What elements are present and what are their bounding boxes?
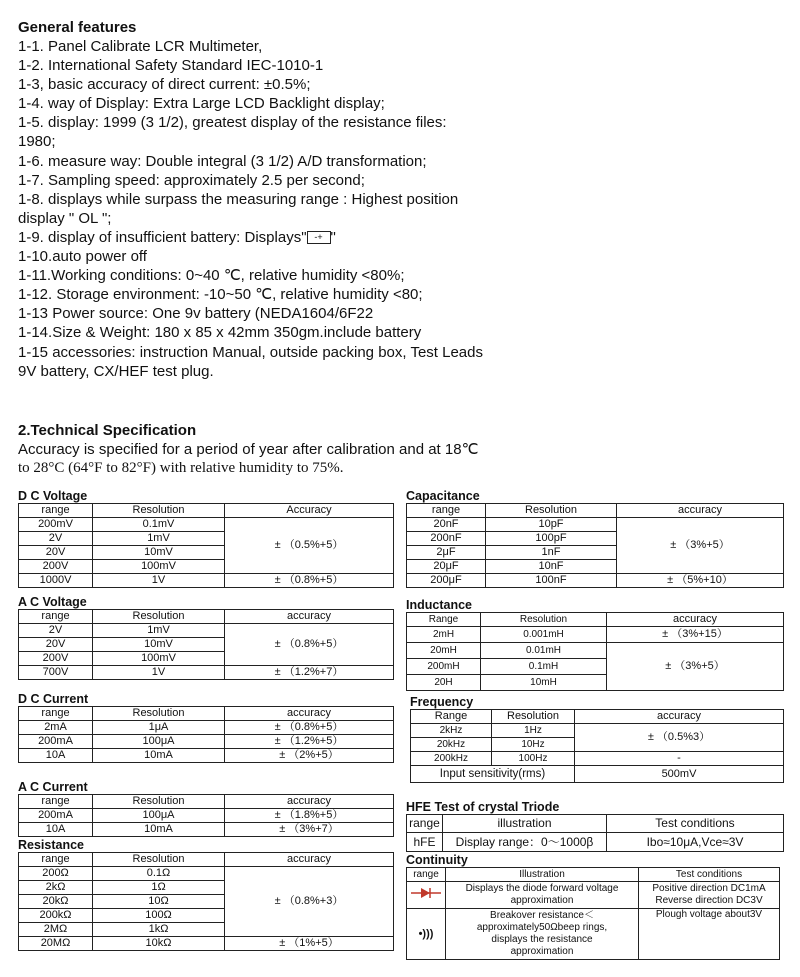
- resolution-cell: 10Ω: [93, 895, 225, 909]
- resolution-cell: 100Hz: [492, 752, 575, 766]
- accuracy-cell: ± （1.2%+7）: [225, 666, 394, 680]
- range-cell: 200mH: [407, 659, 481, 675]
- range-cell: 2kHz: [411, 724, 492, 738]
- beep-illustration-cell: [446, 909, 639, 960]
- section-title: Capacitance: [406, 489, 480, 503]
- feature-line: 1-10.auto power off: [18, 248, 147, 266]
- range-cell: 2V: [19, 532, 93, 546]
- header-cell: Resolution: [93, 707, 225, 721]
- resolution-cell: 0.1mH: [481, 659, 607, 675]
- feature-line: 1-4. way of Display: Extra Large LCD Backlight display;: [18, 95, 385, 113]
- table-row: [19, 666, 394, 680]
- range-cell: 200μF: [407, 574, 486, 588]
- table-row: [19, 749, 394, 763]
- range-cell: 2mA: [19, 721, 93, 735]
- range-cell: 20kΩ: [19, 895, 93, 909]
- resolution-cell: 100Ω: [93, 909, 225, 923]
- header-cell: Illustration: [446, 868, 639, 882]
- range-cell: 20H: [407, 675, 481, 691]
- section-title: Continuity: [406, 853, 468, 867]
- accuracy-cell: -: [575, 752, 784, 766]
- general-features: [18, 18, 788, 381]
- header-cell: Range: [411, 710, 492, 724]
- table-row: [407, 833, 784, 852]
- general-features-title: General features: [18, 19, 137, 36]
- resolution-cell: 10mV: [93, 546, 225, 560]
- table-row: [411, 752, 784, 766]
- resolution-cell: 10mV: [93, 638, 225, 652]
- feature-line-battery: [18, 228, 788, 247]
- resolution-cell: 10kΩ: [93, 937, 225, 951]
- table-row: [19, 518, 394, 532]
- feature-line: 1-12. Storage environment: -10~50 ℃, relative humidity <80;: [18, 286, 423, 304]
- resolution-cell: 10Hz: [492, 738, 575, 752]
- resolution-cell: 10mH: [481, 675, 607, 691]
- beep-conditions-cell: Plough voltage about3V: [639, 909, 780, 960]
- table-header-row: [19, 610, 394, 624]
- conditions-cell: Ibo≈10μA,Vce≈3V: [607, 833, 784, 852]
- diode-illustration-cell: [446, 882, 639, 909]
- sensitivity-value-cell: 500mV: [575, 766, 784, 783]
- table-row: [407, 643, 784, 659]
- range-cell: 2V: [19, 624, 93, 638]
- table-row: [19, 937, 394, 951]
- resolution-cell: 0.1mV: [93, 518, 225, 532]
- table-row: [19, 867, 394, 881]
- header-cell: Resolution: [486, 504, 617, 518]
- header-cell: Test conditions: [607, 815, 784, 833]
- hfe-section: [406, 800, 784, 852]
- table-header-row: [407, 815, 784, 833]
- header-cell: range: [407, 504, 486, 518]
- range-cell: 10A: [19, 823, 93, 837]
- header-cell: Resolution: [492, 710, 575, 724]
- resolution-cell: 100pF: [486, 532, 617, 546]
- table-header-row: [407, 868, 780, 882]
- ac-current-section: [18, 780, 394, 837]
- header-cell: Resolution: [93, 610, 225, 624]
- header-cell: Accuracy: [225, 504, 394, 518]
- range-cell: 200mV: [19, 518, 93, 532]
- header-cell: Range: [407, 613, 481, 627]
- beep-icon: •))): [407, 909, 446, 960]
- table-row: [19, 624, 394, 638]
- header-cell: range: [407, 868, 446, 882]
- feature-line: 1-2. International Safety Standard IEC-1010-1: [18, 57, 324, 75]
- table-row: [19, 735, 394, 749]
- range-cell: 2MΩ: [19, 923, 93, 937]
- table-row: [19, 721, 394, 735]
- accuracy-cell: ± （0.5%+5）: [225, 518, 394, 574]
- feature-line: 1-13 Power source: One 9v battery (NEDA1604/6F22: [18, 305, 374, 323]
- continuity-table: [406, 867, 780, 960]
- section-title: Inductance: [406, 598, 472, 612]
- accuracy-cell: ± （1%+5）: [225, 937, 394, 951]
- feature-line: 1-15 accessories: instruction Manual, outside packing box, Test Leads: [18, 343, 483, 361]
- accuracy-cell: ± （3%+5）: [607, 643, 784, 691]
- table-header-row: [407, 504, 784, 518]
- diode-range-cell: [407, 882, 446, 909]
- range-cell: 200kΩ: [19, 909, 93, 923]
- tech-spec-line: to 28°C (64°F to 82°F) with relative humidity to 75%.: [18, 460, 344, 477]
- illustration-cell: Display range：0～1000β: [443, 833, 607, 852]
- diode-icon: [411, 887, 441, 899]
- condition-line: Positive direction DC1mA: [652, 883, 766, 894]
- illustration-line: approximately50Ωbeep rings,: [476, 922, 608, 933]
- feature-line: 1-1. Panel Calibrate LCR Multimeter,: [18, 38, 263, 55]
- range-cell: 20V: [19, 546, 93, 560]
- dc-voltage-section: [18, 489, 394, 588]
- accuracy-cell: ± （0.8%+5）: [225, 624, 394, 666]
- feature-line: 1-8. displays while surpass the measuring range : Highest position: [18, 190, 459, 208]
- resolution-cell: 1μA: [93, 721, 225, 735]
- section-title: Resistance: [18, 838, 85, 852]
- resolution-cell: 1V: [93, 666, 225, 680]
- illustration-line: approximation: [510, 946, 574, 957]
- range-cell: 200kHz: [411, 752, 492, 766]
- resolution-cell: 100μA: [93, 809, 225, 823]
- range-cell: 200mA: [19, 735, 93, 749]
- continuity-section: [406, 853, 780, 960]
- table-row: [407, 882, 780, 909]
- range-cell: 200nF: [407, 532, 486, 546]
- feature-line: 1-7. Sampling speed: approximately 2.5 per second;: [18, 171, 365, 189]
- section-title: D C Voltage: [18, 489, 88, 503]
- accuracy-cell: ± （1.8%+5）: [225, 809, 394, 823]
- ac-voltage-section: [18, 595, 394, 680]
- dc-current-section: [18, 692, 394, 763]
- section-title: D C Current: [18, 692, 89, 706]
- illustration-line: Displays the diode forward voltage: [465, 883, 619, 894]
- header-cell: Resolution: [93, 853, 225, 867]
- table-header-row: [19, 707, 394, 721]
- header-cell: accuracy: [607, 613, 784, 627]
- range-cell: 20mH: [407, 643, 481, 659]
- feature-line: 1-3, basic accuracy of direct current: ±0.5%;: [18, 76, 311, 94]
- accuracy-cell: ± （1.2%+5）: [225, 735, 394, 749]
- resolution-cell: 0.001mH: [481, 627, 607, 643]
- range-cell: 20MΩ: [19, 937, 93, 951]
- header-cell: Test conditions: [639, 868, 780, 882]
- resolution-cell: 100μA: [93, 735, 225, 749]
- header-cell: Resolution: [93, 504, 225, 518]
- ac-voltage-table: [18, 609, 394, 680]
- feature-line: 1-11.Working conditions: 0~40 ℃, relative humidity <80%;: [18, 267, 405, 285]
- feature-line: 1980;: [18, 133, 56, 151]
- range-cell: 200Ω: [19, 867, 93, 881]
- table-row: [19, 809, 394, 823]
- tech-spec-line: Accuracy is specified for a period of year after calibration and at 18℃: [18, 441, 479, 458]
- table-row: [19, 823, 394, 837]
- header-cell: Resolution: [481, 613, 607, 627]
- table-row: [411, 724, 784, 738]
- header-cell: accuracy: [225, 610, 394, 624]
- resolution-cell: 10nF: [486, 560, 617, 574]
- accuracy-cell: ± （0.8%+3）: [225, 867, 394, 937]
- feature-line: 1-14.Size & Weight: 180 x 85 x 42mm 350gm.include battery: [18, 324, 422, 342]
- range-cell: 20μF: [407, 560, 486, 574]
- section-title: A C Voltage: [18, 595, 87, 609]
- resolution-cell: 10mA: [93, 749, 225, 763]
- header-cell: range: [19, 504, 93, 518]
- resolution-cell: 100mV: [93, 560, 225, 574]
- range-cell: 20V: [19, 638, 93, 652]
- range-cell: 20nF: [407, 518, 486, 532]
- accuracy-cell: ± （0.5%3）: [575, 724, 784, 752]
- feature-line: 1-9. display of insufficient battery: Displays": [18, 228, 307, 246]
- resolution-cell: 100mV: [93, 652, 225, 666]
- header-cell: accuracy: [225, 853, 394, 867]
- table-header-row: [411, 710, 784, 724]
- range-cell: 10A: [19, 749, 93, 763]
- resolution-cell: 0.1Ω: [93, 867, 225, 881]
- range-cell: hFE: [407, 833, 443, 852]
- resolution-cell: 0.01mH: [481, 643, 607, 659]
- accuracy-cell: ± （0.8%+5）: [225, 574, 394, 588]
- resolution-cell: 1kΩ: [93, 923, 225, 937]
- range-cell: 200V: [19, 652, 93, 666]
- frequency-section: [410, 695, 784, 783]
- inductance-section: [406, 598, 784, 691]
- range-cell: 20kHz: [411, 738, 492, 752]
- resolution-cell: 1mV: [93, 624, 225, 638]
- table-row: [411, 766, 784, 783]
- dc-voltage-table: [18, 503, 394, 588]
- table-header-row: [19, 795, 394, 809]
- technical-specification: [18, 421, 788, 478]
- resistance-table: [18, 852, 394, 951]
- table-row: [407, 627, 784, 643]
- diode-conditions-cell: [639, 882, 780, 909]
- hfe-table: [406, 814, 784, 852]
- inductance-table: [406, 612, 784, 691]
- table-row: [407, 574, 784, 588]
- table-header-row: [19, 504, 394, 518]
- range-cell: 2mH: [407, 627, 481, 643]
- header-cell: Resolution: [93, 795, 225, 809]
- resolution-cell: 1Hz: [492, 724, 575, 738]
- feature-line: 9V battery, CX/HEF test plug.: [18, 362, 214, 380]
- table-header-row: [19, 853, 394, 867]
- range-cell: 1000V: [19, 574, 93, 588]
- resolution-cell: 100nF: [486, 574, 617, 588]
- resolution-cell: 10pF: [486, 518, 617, 532]
- header-cell: accuracy: [225, 707, 394, 721]
- table-row: [19, 574, 394, 588]
- tech-spec-title: 2.Technical Specification: [18, 422, 197, 439]
- accuracy-cell: ± （3%+15）: [607, 627, 784, 643]
- range-cell: 700V: [19, 666, 93, 680]
- accuracy-cell: ± （3%+7）: [225, 823, 394, 837]
- battery-icon: -+: [307, 231, 331, 244]
- accuracy-cell: ± （0.8%+5）: [225, 721, 394, 735]
- section-title: HFE Test of crystal Triode: [406, 800, 560, 814]
- ac-current-table: [18, 794, 394, 837]
- condition-line: Reverse direction DC3V: [655, 895, 763, 906]
- feature-line: display " OL ";: [18, 209, 112, 227]
- range-cell: 200mA: [19, 809, 93, 823]
- illustration-line: approximation: [510, 895, 574, 906]
- range-cell: 2kΩ: [19, 881, 93, 895]
- illustration-line: displays the resistance: [491, 934, 593, 945]
- resolution-cell: 1Ω: [93, 881, 225, 895]
- accuracy-cell: ± （2%+5）: [225, 749, 394, 763]
- illustration-line: Breakover resistance＜: [490, 910, 594, 921]
- capacitance-section: [406, 489, 784, 588]
- resolution-cell: 1mV: [93, 532, 225, 546]
- table-row: [407, 909, 780, 960]
- header-cell: range: [19, 795, 93, 809]
- resolution-cell: 1V: [93, 574, 225, 588]
- dc-current-table: [18, 706, 394, 763]
- range-cell: 2μF: [407, 546, 486, 560]
- range-cell: 200V: [19, 560, 93, 574]
- resistance-section: [18, 838, 394, 951]
- header-cell: range: [407, 815, 443, 833]
- feature-line: 1-5. display: 1999 (3 1/2), greatest display of the resistance files:: [18, 114, 447, 132]
- section-title: Frequency: [410, 695, 474, 709]
- table-header-row: [407, 613, 784, 627]
- section-title: A C Current: [18, 780, 88, 794]
- sensitivity-label-cell: Input sensitivity(rms): [411, 766, 575, 783]
- capacitance-table: [406, 503, 784, 588]
- resolution-cell: 10mA: [93, 823, 225, 837]
- header-cell: range: [19, 853, 93, 867]
- header-cell: accuracy: [575, 710, 784, 724]
- header-cell: range: [19, 610, 93, 624]
- feature-line: 1-6. measure way: Double integral (3 1/2) A/D transformation;: [18, 152, 427, 170]
- frequency-table: [410, 709, 784, 783]
- resolution-cell: 1nF: [486, 546, 617, 560]
- header-cell: range: [19, 707, 93, 721]
- header-cell: illustration: [443, 815, 607, 833]
- header-cell: accuracy: [617, 504, 784, 518]
- header-cell: accuracy: [225, 795, 394, 809]
- accuracy-cell: ± （5%+10）: [617, 574, 784, 588]
- quote-mark: ": [330, 228, 336, 246]
- accuracy-cell: ± （3%+5）: [617, 518, 784, 574]
- table-row: [407, 518, 784, 532]
